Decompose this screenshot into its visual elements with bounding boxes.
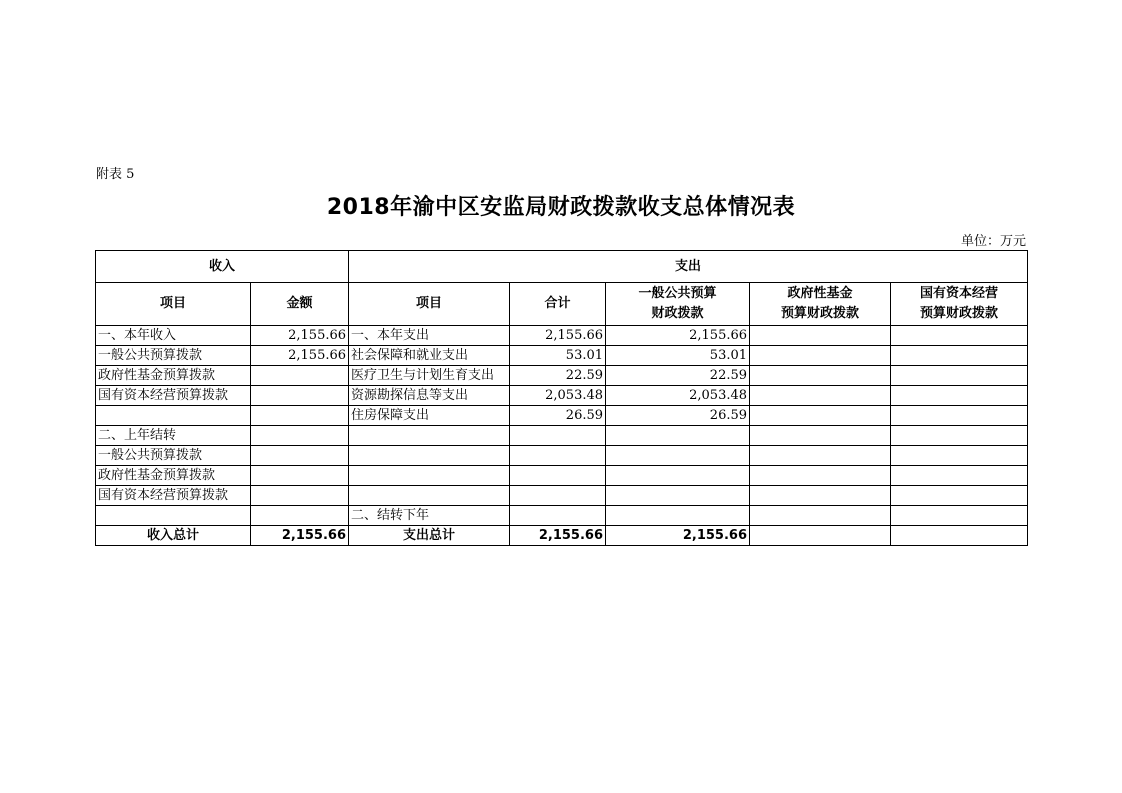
income-item-cell: 一般公共预算拨款 (96, 346, 251, 366)
expense-item-cell: 医疗卫生与计划生育支出 (349, 366, 510, 386)
gov-fund-cell (750, 506, 891, 526)
income-item-cell (96, 506, 251, 526)
fund-total-amount (750, 526, 891, 546)
state-capital-cell (891, 346, 1028, 366)
income-item-cell: 一、本年收入 (96, 326, 251, 346)
expense-total-header: 合计 (510, 283, 606, 326)
income-amount-cell (251, 446, 349, 466)
expense-item-cell: 资源勘探信息等支出 (349, 386, 510, 406)
general-budget-cell: 26.59 (606, 406, 750, 426)
income-amount-cell (251, 466, 349, 486)
gov-fund-cell (750, 346, 891, 366)
table-row (96, 466, 1028, 486)
income-amount-cell (251, 406, 349, 426)
state-capital-cell (891, 386, 1028, 406)
table-row (96, 366, 1028, 386)
income-item-cell: 政府性基金预算拨款 (96, 466, 251, 486)
state-capital-header: 国有资本经营 预算财政拨款 (891, 283, 1028, 326)
appendix-label: 附表 5 (96, 167, 135, 182)
total-row (96, 526, 1028, 546)
income-total-amount: 2,155.66 (251, 526, 349, 546)
general-budget-cell: 2,053.48 (606, 386, 750, 406)
table-row (96, 446, 1028, 466)
expense-total-cell (510, 426, 606, 446)
expense-group-header: 支出 (349, 251, 1028, 283)
income-item-cell (96, 406, 251, 426)
table-row (96, 426, 1028, 446)
gov-fund-cell (750, 486, 891, 506)
expense-total-amount: 2,155.66 (510, 526, 606, 546)
income-amount-cell (251, 426, 349, 446)
income-group-header: 收入 (96, 251, 349, 283)
income-item-cell: 国有资本经营预算拨款 (96, 486, 251, 506)
expense-item-cell: 住房保障支出 (349, 406, 510, 426)
expense-total-label: 支出总计 (349, 526, 510, 546)
income-amount-cell (251, 386, 349, 406)
expense-total-cell (510, 486, 606, 506)
gov-fund-cell (750, 366, 891, 386)
expense-item-cell: 二、结转下年 (349, 506, 510, 526)
column-header-row (96, 283, 1028, 326)
expense-item-cell (349, 426, 510, 446)
gov-fund-cell (750, 386, 891, 406)
state-capital-cell (891, 366, 1028, 386)
gov-fund-cell (750, 326, 891, 346)
state-capital-cell (891, 506, 1028, 526)
income-item-cell: 国有资本经营预算拨款 (96, 386, 251, 406)
state-capital-cell (891, 486, 1028, 506)
state-capital-cell (891, 466, 1028, 486)
gov-fund-cell (750, 466, 891, 486)
expense-item-cell: 一、本年支出 (349, 326, 510, 346)
state-capital-cell (891, 326, 1028, 346)
income-item-header: 项目 (96, 283, 251, 326)
expense-total-cell (510, 506, 606, 526)
general-budget-cell: 22.59 (606, 366, 750, 386)
table-row (96, 346, 1028, 366)
income-amount-cell: 2,155.66 (251, 326, 349, 346)
group-header-row (96, 251, 1028, 283)
unit-label: 单位：万元 (960, 234, 1026, 249)
table-row (96, 506, 1028, 526)
income-item-cell: 二、上年结转 (96, 426, 251, 446)
fiscal-table (95, 250, 1028, 546)
general-budget-cell (606, 426, 750, 446)
expense-total-cell: 2,053.48 (510, 386, 606, 406)
income-amount-cell (251, 486, 349, 506)
expense-total-cell (510, 446, 606, 466)
expense-item-cell: 社会保障和就业支出 (349, 346, 510, 366)
expense-item-cell (349, 446, 510, 466)
expense-item-cell (349, 466, 510, 486)
table-row (96, 386, 1028, 406)
gov-fund-header: 政府性基金 预算财政拨款 (750, 283, 891, 326)
expense-total-cell: 22.59 (510, 366, 606, 386)
general-budget-header: 一般公共预算 财政拨款 (606, 283, 750, 326)
income-item-cell: 政府性基金预算拨款 (96, 366, 251, 386)
gov-fund-cell (750, 426, 891, 446)
expense-total-cell (510, 466, 606, 486)
table-row (96, 326, 1028, 346)
expense-total-cell: 2,155.66 (510, 326, 606, 346)
gov-fund-cell (750, 406, 891, 426)
table-row (96, 406, 1028, 426)
capital-total-amount (891, 526, 1028, 546)
general-total-amount: 2,155.66 (606, 526, 750, 546)
income-amount-cell (251, 366, 349, 386)
expense-total-cell: 53.01 (510, 346, 606, 366)
general-budget-cell (606, 486, 750, 506)
general-budget-cell: 2,155.66 (606, 326, 750, 346)
income-amount-header: 金额 (251, 283, 349, 326)
expense-item-cell (349, 486, 510, 506)
table-row (96, 486, 1028, 506)
page-title: 2018年渝中区安监局财政拨款收支总体情况表 (326, 195, 796, 220)
general-budget-cell (606, 466, 750, 486)
general-budget-cell (606, 506, 750, 526)
expense-total-cell: 26.59 (510, 406, 606, 426)
general-budget-cell (606, 446, 750, 466)
expense-item-header: 项目 (349, 283, 510, 326)
income-item-cell: 一般公共预算拨款 (96, 446, 251, 466)
state-capital-cell (891, 406, 1028, 426)
state-capital-cell (891, 446, 1028, 466)
general-budget-cell: 53.01 (606, 346, 750, 366)
income-amount-cell: 2,155.66 (251, 346, 349, 366)
income-amount-cell (251, 506, 349, 526)
state-capital-cell (891, 426, 1028, 446)
income-total-label: 收入总计 (96, 526, 251, 546)
gov-fund-cell (750, 446, 891, 466)
